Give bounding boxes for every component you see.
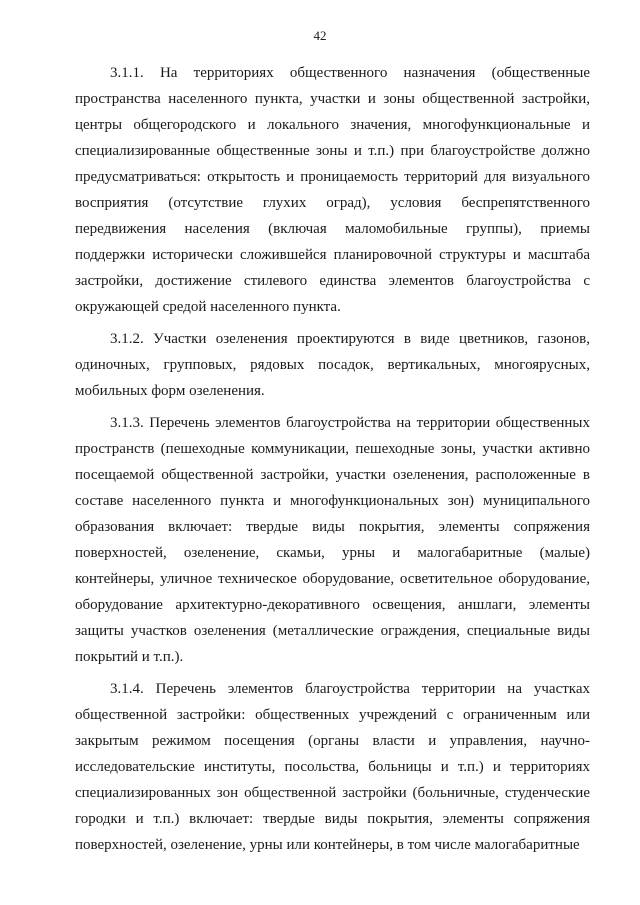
document-body xyxy=(75,60,590,864)
paragraph-3-1-2: 3.1.2. Участки озеленения проектируются в виде цветников, газонов, одиночных, групповых, рядовых посадок, вертикальных, многоярусных, мобильных форм озеленения. xyxy=(75,331,590,399)
page-number: 42 xyxy=(313,28,327,43)
paragraph-3-1-4: 3.1.4. Перечень элементов благоустройства территории на участках общественной застройки: общественных учреждений с ограниченным или закрытым режимом посещения (органы власти и управления, научно-исследовательские институты, посольства, больницы и т.п.) и территориях специализированных зон общественной застройки (больничные, студенческие городки и т.п.) включает: твердые виды покрытия, элементы сопряжения поверхностей, озеленение, урны или контейнеры, в том числе малогабаритные xyxy=(75,681,590,853)
paragraph-3-1-3: 3.1.3. Перечень элементов благоустройства на территории общественных пространств (пешеходные коммуникации, пешеходные зоны, участки активно посещаемой общественной застройки, участки озеленения, расположенные в составе населенного пункта и многофункциональных зон) муниципального образования включает: твердые виды покрытия, элементы сопряжения поверхностей, озеленение, скамьи, урны и малогабаритные (малые) контейнеры, уличное техническое оборудование, осветительное оборудование, оборудование архитектурно-декоративного освещения, аншлаги, элементы защиты участков озеленения (металлические ограждения, специальные виды покрытий и т.п.). xyxy=(75,415,590,665)
paragraph-3-1-1: 3.1.1. На территориях общественного назначения (общественные пространства населенного пункта, участки и зоны общественной застройки, центры общегородского и локального значения, многофункциональные и специализированные общественные зоны и т.п.) при благоустройстве должно предусматриваться: открытость и проницаемость территорий для визуального восприятия (отсутствие глухих оград), условия беспрепятственного передвижения населения (включая маломобильные группы), приемы поддержки исторически сложившейся планировочной структуры и масштаба застройки, достижение стилевого единства элементов благоустройства с окружающей средой населенного пункта. xyxy=(75,65,590,315)
